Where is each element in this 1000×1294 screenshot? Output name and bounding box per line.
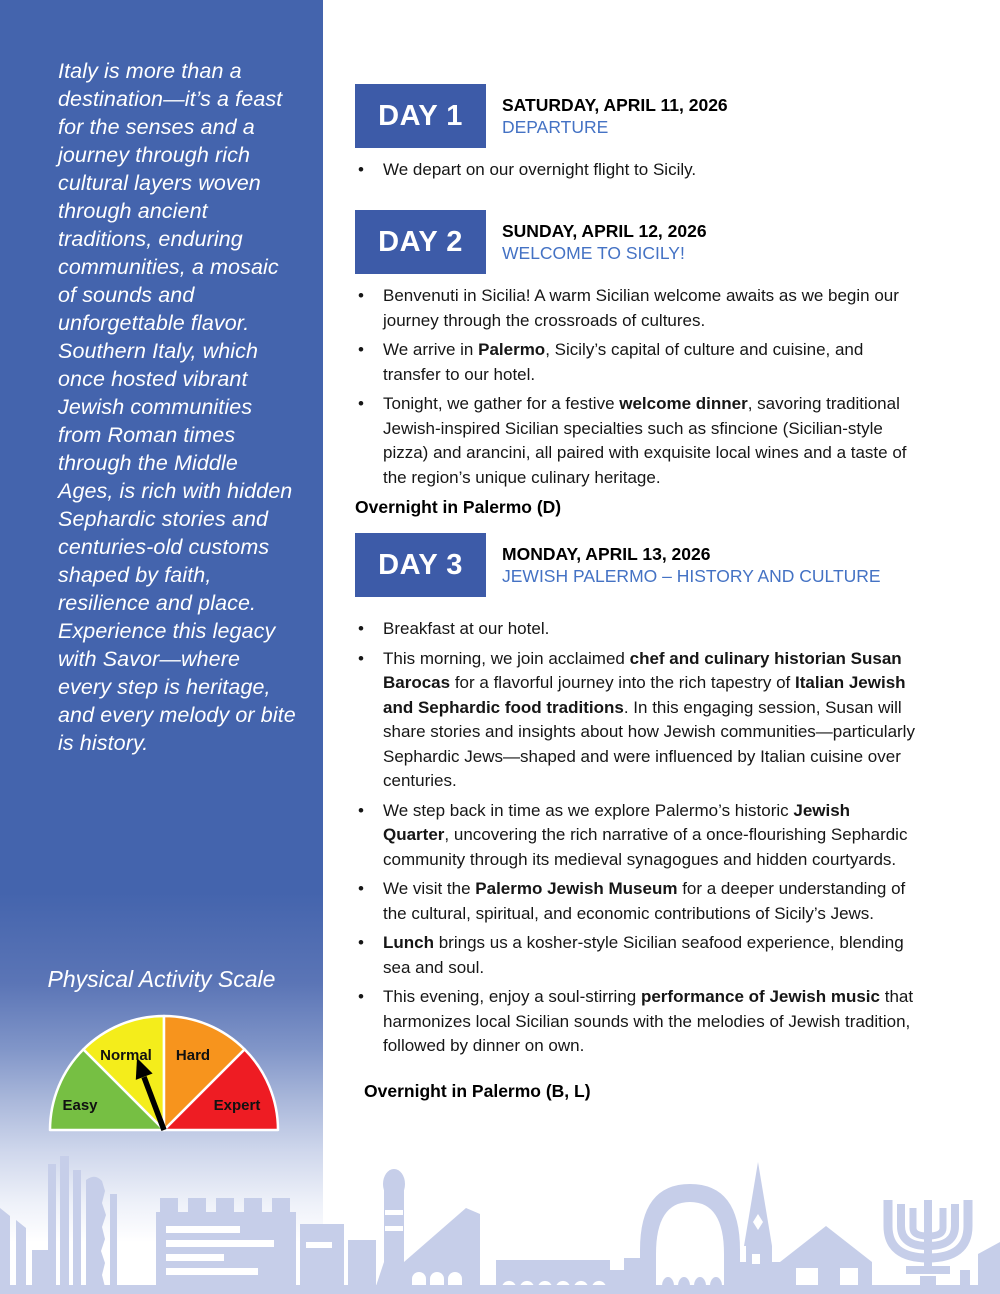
sidebar <box>0 0 323 1294</box>
day-2-title: WELCOME TO SICILY! <box>502 243 685 263</box>
day-2-date: SUNDAY, APRIL 12, 2026 <box>502 221 707 241</box>
bullet-item: • We step back in time as we explore Palermo’s historic Jewish Quarter, uncovering the rich narrative of a once-flourishing Sephardic community through its medieval synagogues and hidden courtyards. <box>355 799 915 873</box>
day-3-title: JEWISH PALERMO – HISTORY AND CULTURE <box>502 566 881 586</box>
activity-scale-gauge <box>46 1014 282 1138</box>
city-skyline-illustration <box>0 1150 1000 1294</box>
intro-quote: Italy is more than a destination—it’s a feast for the senses and a journey through rich cultural layers woven through ancient traditions, enduring communities, a mosaic of sounds and unforgettable flavor. Southern Italy, which once hosted vibrant Jewish communities from Roman times through the Middle Ages, is rich with hidden Sephardic stories and centuries-old customs shaped by faith, resilience and place. Experience this legacy with Savor—where every step is heritage, and every melody or bite is history. <box>58 59 296 755</box>
bullet-item: • We arrive in Palermo, Sicily’s capital of culture and cuisine, and transfer to our hotel. <box>355 338 915 387</box>
day-3-date: MONDAY, APRIL 13, 2026 <box>502 544 711 564</box>
bullet-item: • This evening, enjoy a soul-stirring performance of Jewish music that harmonizes local Sicilian sounds with the melodies of Jewish tradition, followed by dinner on own. <box>355 985 915 1059</box>
day-3-meta <box>486 533 881 591</box>
day-2-overnight-note: Overnight in Palermo (D) <box>355 497 562 517</box>
activity-scale-title: Physical Activity Scale <box>47 966 276 992</box>
gauge-label-hard: Hard <box>175 1047 211 1064</box>
day-1-bullets <box>355 158 915 183</box>
gauge-label-expert: Expert <box>213 1097 261 1114</box>
day-3-badge: DAY 3 <box>355 533 486 597</box>
gauge-label-easy: Easy <box>62 1097 98 1114</box>
day-2-bullets <box>355 284 915 490</box>
day-1-meta <box>486 84 728 142</box>
bullet-item: • Benvenuti in Sicilia! A warm Sicilian welcome awaits as we begin our journey through the crossroads of cultures. <box>355 284 915 333</box>
day-2-badge: DAY 2 <box>355 210 486 274</box>
day-3-overnight-note: Overnight in Palermo (B, L) <box>364 1080 591 1101</box>
day-2-section <box>355 210 939 518</box>
gauge-label-normal: Normal <box>100 1047 152 1064</box>
bullet-item: • Lunch brings us a kosher-style Sicilian seafood experience, blending sea and soul. <box>355 931 915 980</box>
bullet-item: • Breakfast at our hotel. <box>355 617 915 642</box>
day-1-header <box>355 84 939 148</box>
bullet-item: • Tonight, we gather for a festive welcome dinner, savoring traditional Jewish-inspired Sicilian specialties such as sfincione (Sicilian-style pizza) and arancini, all paired with exquisite local wines and a taste of the region’s unique culinary heritage. <box>355 392 915 490</box>
bullet-item: • This morning, we join acclaimed chef and culinary historian Susan Barocas for a flavorful journey into the rich tapestry of Italian Jewish and Sephardic food traditions. In this engaging session, Susan will share stories and insights about how Jewish communities—particularly Sephardic Jews—shaped and were influenced by Italian cuisine over centuries. <box>355 647 915 794</box>
bullet-item: • We visit the Palermo Jewish Museum for a deeper understanding of the cultural, spiritual, and economic contributions of Sicily’s Jews. <box>355 877 915 926</box>
day-2-meta <box>486 210 707 268</box>
bullet-item: • We depart on our overnight flight to Sicily. <box>355 158 915 183</box>
day-1-section <box>355 84 939 188</box>
day-2-header <box>355 210 939 274</box>
day-1-date: SATURDAY, APRIL 11, 2026 <box>502 95 728 115</box>
day-3-bullets <box>355 617 915 1059</box>
day-3-section <box>355 533 939 1102</box>
day-3-header <box>355 533 939 597</box>
day-1-badge: DAY 1 <box>355 84 486 148</box>
day-1-title: DEPARTURE <box>502 117 609 137</box>
